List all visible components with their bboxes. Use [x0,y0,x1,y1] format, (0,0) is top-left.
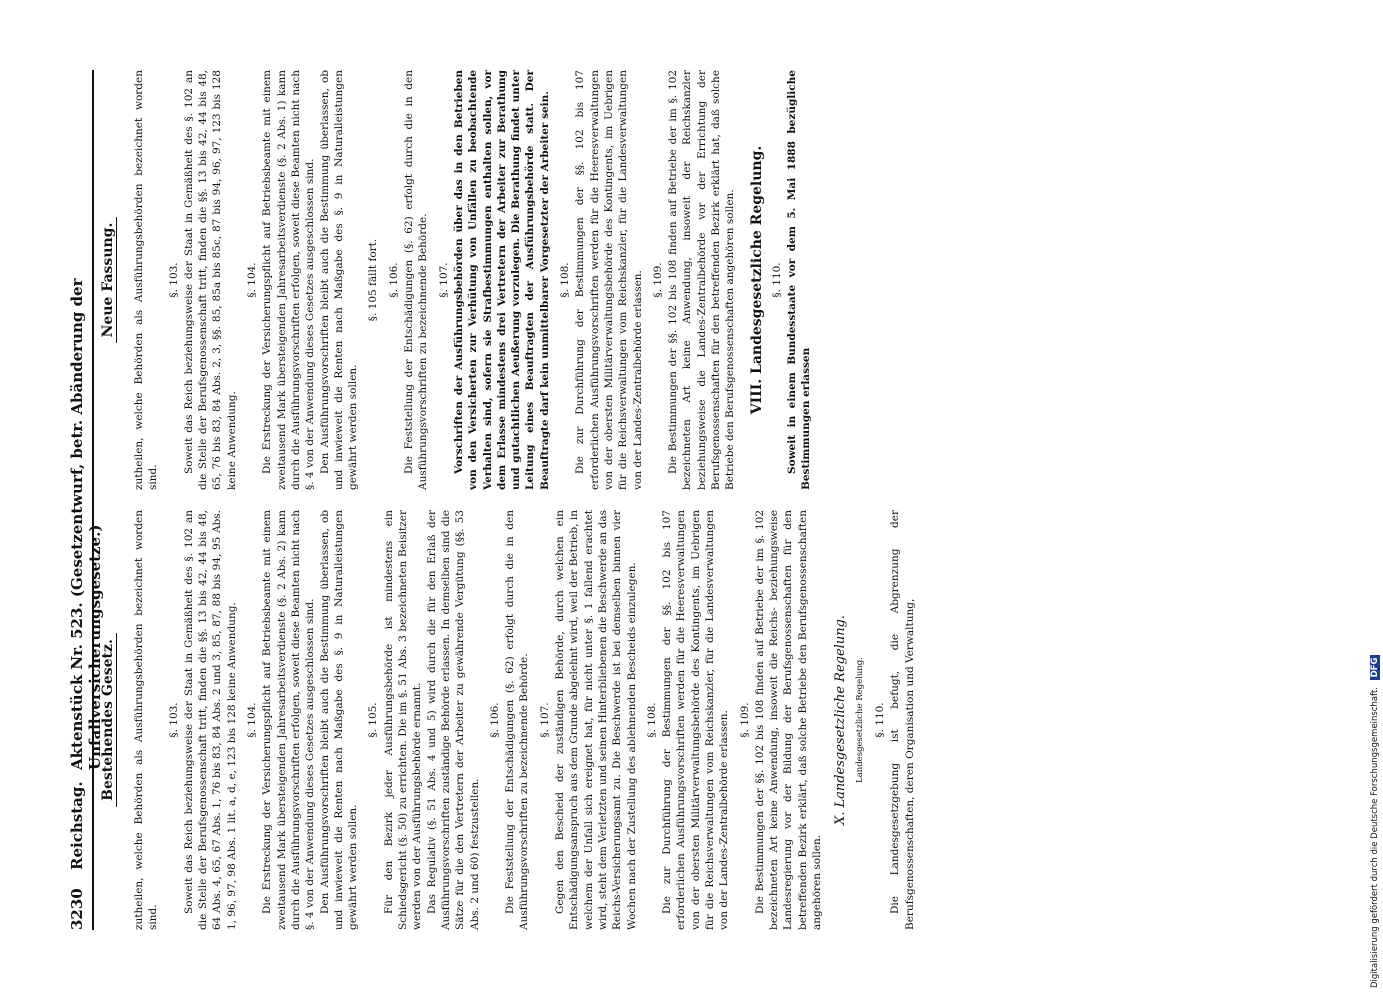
paragraph: Gegen den Bescheid der zuständigen Behörde, durch welchen ein Entschädigungsanspruch aus dem Grunde abgelehnt wird, weil der Betrieb, in welchem der Unfall sich ereignet hat, für nicht unter §. 1 fallend erachtet wird, steht dem Verletzten und seinen Hinterbliebenen die Beschwerde an das Reichs-Versicherungsamt zu. Die Beschwerde ist bei demselben binnen vier Wochen nach der Zustellung des ablehnenden Bescheids einzulegen. [554,510,638,930]
paragraph: Die Feststellung der Entschädigungen (§. 62) erfolgt durch die in den Ausführungsvorschriften zu bezeichnende Behörde. [504,510,531,930]
section-heading: §. 103. [167,262,180,298]
paragraph: Die Landesgesetzgebung ist befugt, die Abgrenzung der Berufsgenossenschaften, deren Organisation und Verwaltung, [889,510,916,930]
section-heading: §. 110. [770,262,783,298]
page-number: 3230 [68,888,86,930]
digitization-text: Digitalisierung gefördert durch die Deutsche Forschungsgemeinschaft. [1370,687,1380,988]
paragraph: Die Bestimmungen der §§. 102 bis 108 finden auf Betriebe der im §. 102 bezeichneten Art keine Anwendung, insoweit der Reichskanzler beziehungsweise die Landes-Zentralbehörde vor der Errichtung der Berufsgenossenschaften für den betreffenden Bezirk erklärt hat, daß solche Betriebe den Berufsgenossenschaften angehören sollen. [667,70,737,490]
section-heading: §. 104. [246,262,259,298]
section-heading: §. 108. [645,702,658,738]
section-heading: VIII. Landesgesetzliche Regelung. [748,145,765,415]
paragraph: Den Ausführungsvorschriften bleibt auch die Bestimmung überlassen, ob und inwieweit die Renten nach Maßgabe des §. 9 in Naturalleistungen gewährt werden sollen. [318,70,360,490]
left-column-text [132,510,917,930]
section-heading: §. 109. [651,262,664,298]
section-heading: §. 105 fällt fort. [367,238,380,322]
section-heading: X. Landesgesetzliche Regelung. [833,614,849,826]
paragraph: Soweit das Reich beziehungsweise der Staat in Gemäßheit des §. 102 an die Stelle der Berufsgenossenschaft tritt, finden die §§. 13 bis 42, 44 bis 48, 64 Abs. 4, 65, 67 Abs. 1, 76 bis 83, 84 Abs. 2 und 3, 85, 87, 88 bis 94, 95 Abs. 1, 96, 97, 98 Abs. 1 lit. a, d, e, 123 bis 128 keine Anwendung. [182,510,238,930]
section-heading: §. 107. [538,702,551,738]
paragraph: Die Feststellung der Entschädigungen (§. 62) erfolgt durch die in den Ausführungsvorschriften zu bezeichnende Behörde. [403,70,430,490]
section-heading: §. 106. [387,262,400,298]
section-heading: §. 107. [437,262,450,298]
dfg-logo: DFG [1370,655,1380,681]
paragraph: Die zur Durchführung der Bestimmungen der §§. 102 bis 107 erforderlichen Ausführungsvorschriften werden für die Heeresverwaltungen von der obersten Militärverwaltungsbehörde des Kontingents, im Uebrigen für die Reichsverwaltungen vom Reichskanzler, für die Landesverwaltungen von der Landes-Zentralbehörde erlassen. [661,510,731,930]
paragraph: Vorschriften der Ausführungsbehörden über das in den Betrieben von den Versicherten zur Verhütung von Unfällen zu beobachtende Verhalten sind, sofern sie Strafbestimmungen enthalten sollen, vor dem Erlasse mindestens drei Vertretern der Arbeiter zur Berathung und gutachtlichen Aeußerung vorzulegen. Die Berathung findet unter Leitung eines Beauftragten der Ausführungsbehörde statt. Der Beauftragte darf kein unmittelbarer Vorgesetzter der Arbeiter sein. [452,70,551,490]
paragraph: zutheilen, welche Behörden als Ausführungsbehörden bezeichnet worden sind. [133,70,160,490]
paragraph: zutheilen, welche Behörden als Ausführungsbehörden bezeichnet worden sind. [133,510,160,930]
paragraph: Soweit in einem Bundesstaate vor dem 5. Mai 1888 bezügliche Bestimmungen erlassen [786,70,813,490]
paragraph: Die Erstreckung der Versicherungspflicht auf Betriebsbeamte mit einem zweitausend Mark übersteigenden Jahresarbeitsverdienste (§. 2 Abs. 2) kann durch die Ausführungsvorschriften erfolgen, soweit diese Beamten nicht nach §. 4 von der Anwendung dieses Gesetzes ausgeschlossen sind. [261,510,317,930]
paragraph: Für den Bezirk jeder Ausführungsbehörde ist mindestens ein Schiedsgericht (§. 50) zu errichten. Die im §. 51 Abs. 3 bezeichneten Beisitzer werden von der Ausführungsbehörde ernannt. [382,510,424,930]
section-heading: §. 103. [167,702,180,738]
left-column-heading: Bestehendes Gesetz. [100,510,122,930]
document-title: Aktenstück Nr. 523. (Gesetzentwurf, betr. Abänderung der Unfallversicherungsgesetze.) [68,278,104,770]
paragraph: Die Erstreckung der Versicherungspflicht auf Betriebsbeamte mit einem zweitausend Mark übersteigenden Jahresarbeitsverdienste (§. 2 Abs. 1) kann durch die Ausführungsvorschriften erfolgen, soweit diese Beamten nicht nach §. 4 von der Anwendung dieses Gesetzes ausgeschlossen sind. [261,70,317,490]
paragraph: Die zur Durchführung der Bestimmungen der §§. 102 bis 107 erforderlichen Ausführungsvorschriften werden für die Heeresverwaltungen von der obersten Militärverwaltungsbehörde des Kontingents, im Uebrigen für die Reichsverwaltungen vom Reichskanzler, für die Landesverwaltungen von der Landes-Zentralbehörde erlassen. [574,70,644,490]
section-heading: Landesgesetzliche Regelung. [854,657,865,783]
paragraph: Soweit das Reich beziehungsweise der Staat in Gemäßheit des §. 102 an die Stelle der Berufsgenossenschaft tritt, finden die §§. 13 bis 42, 44 bis 48, 65, 76 bis 83, 84 Abs. 2, 3, §§. 85, 85a bis 85c, 87 bis 94, 96, 97, 123 bis 128 keine Anwendung. [182,70,238,490]
running-title: Reichstag. [68,781,86,870]
digitization-note [1370,8,1382,988]
section-heading: §. 108. [559,262,572,298]
section-heading: §. 109. [738,702,751,738]
paragraph: Die Bestimmungen der §§. 102 bis 108 finden auf Betriebe der im §. 102 bezeichneten Art keine Anwendung, insoweit die Reichs- beziehungsweise Landesregierung vor der Bildung der Berufsgenossenschaften für den betreffenden Bezirk erklärt, daß solche Betriebe den Berufsgenossenschaften angehören sollen. [753,510,824,930]
section-heading: §. 105. [367,702,380,738]
right-column-heading: Neue Fassung. [100,70,122,490]
page-header [64,70,104,930]
section-heading: §. 110. [873,702,886,738]
paragraph: Den Ausführungsvorschriften bleibt auch die Bestimmung überlassen, ob und inwieweit die Renten nach Maßgabe des §. 9 in Naturalleistungen gewährt werden sollen. [318,510,360,930]
paragraph: Das Regulativ (§. 51 Abs. 4 und 5) wird durch die für den Erlaß der Ausführungsvorschriften zuständige Behörde erlassen. In demselben sind die Sätze für die den Vertretern der Arbeiter zu gewährende Vergütung (§§. 53 Abs. 2 und 60) festzustellen. [425,510,481,930]
right-column-text [132,70,814,490]
section-heading: §. 106. [488,702,501,738]
section-heading: §. 104. [246,702,259,738]
